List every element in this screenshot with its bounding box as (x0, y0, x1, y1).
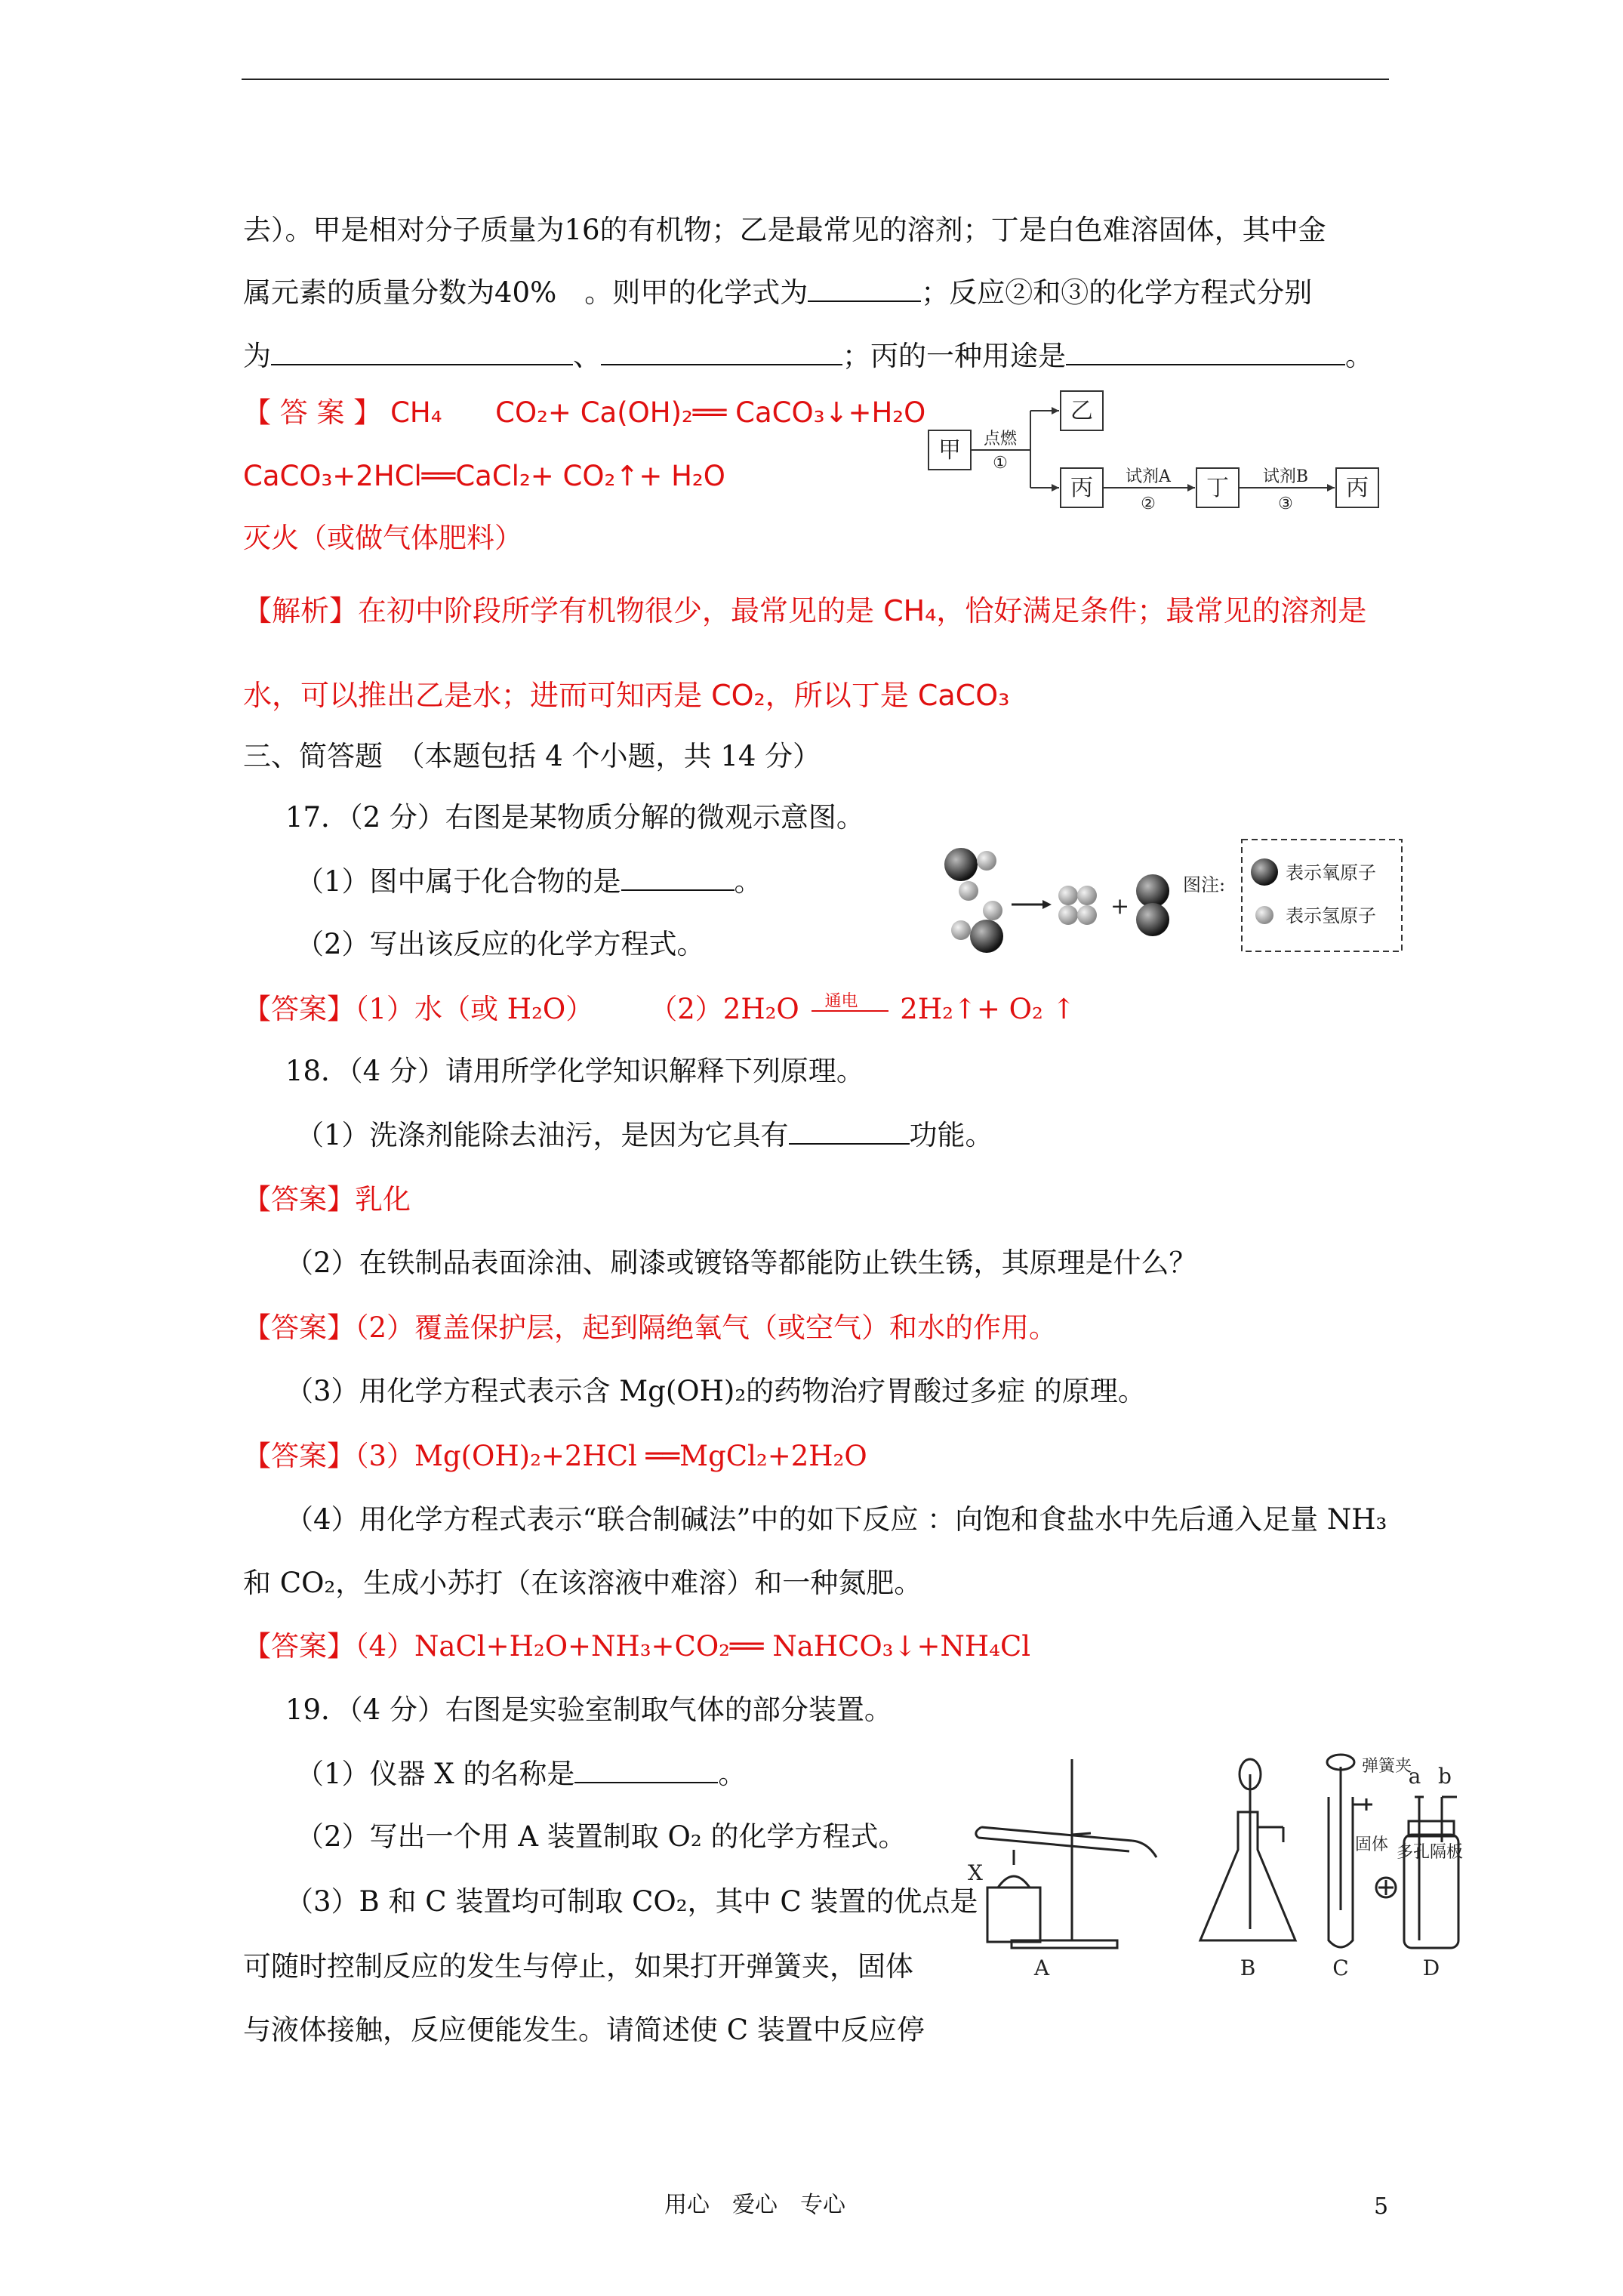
q17-part1: （1）图中属于化合物的是 。 (296, 862, 762, 901)
answer-blank[interactable] (789, 1116, 910, 1145)
label-apparatus-a: A (1033, 1955, 1050, 1978)
label-dianran: 点燃 (983, 430, 1018, 448)
hydrogen-atom (959, 881, 978, 901)
q18-stem: 18．（4 分）请用所学化学知识解释下列原理。 (285, 1055, 864, 1087)
q19-part3-line3: 与液体接触，反应便能发生。请简述使 C 装置中反应停 (243, 2014, 925, 2046)
section-heading: 三、简答题 （本题包括 4 个小题，共 14 分） (243, 740, 821, 772)
svg-text:+: + (1110, 893, 1130, 920)
q16-analysis-line2: 水，可以推出乙是水；进而可知丙是 CO₂，所以丁是 CaCO₃ (243, 679, 1010, 712)
hydrogen-atom (1058, 886, 1078, 905)
legend-title: 图注: (1183, 874, 1226, 895)
oxygen-atom (1136, 903, 1169, 936)
oxygen-legend-icon (1251, 858, 1278, 886)
label-apparatus-c: C (1332, 1955, 1349, 1978)
label-x: X (968, 1860, 983, 1885)
label-bing: 丙 (1070, 475, 1093, 501)
label-apparatus-b: B (1240, 1955, 1256, 1978)
condition-label: 通电 (824, 991, 858, 1011)
q16-answer-line2: CaCO₃+2HCl══CaCl₂+ CO₂↑+ H₂O (243, 460, 725, 492)
q17-stem: 17．（2 分）右图是某物质分解的微观示意图。 (285, 801, 864, 834)
answer-blank[interactable] (271, 337, 573, 365)
q16-answer-line1: 【 答 案 】 CH₄ CO₂+ Ca(OH)₂══ CaCO₃↓+H₂O (243, 396, 926, 429)
q18-part2: （2）在铁制品表面涂油、刷漆或镀铬等都能防止铁生锈，其原理是什么？ (285, 1247, 1197, 1279)
reaction-arrow (808, 991, 892, 1027)
q16-line3: 为 、 ；丙的一种用途是 。 (243, 337, 1373, 375)
q19-part3-line1: （3）B 和 C 装置均可制取 CO₂，其中 C 装置的优点是 (285, 1885, 978, 1918)
q19-stem: 19．（4 分）右图是实验室制取气体的部分装置。 (285, 1693, 892, 1726)
label-step2: ② (1141, 495, 1156, 513)
q17-answer: 【答案】（1）水（或 H₂O） （2）2H₂O 通电 2H₂↑+ O₂ ↑ (243, 991, 1076, 1028)
q17-part2: （2）写出该反应的化学方程式。 (296, 928, 705, 960)
label-reagent-b: 试剂B (1262, 467, 1309, 486)
q16-answer-line3: 灭火（或做气体肥料） (243, 522, 522, 554)
hydrogen-atom (1077, 886, 1097, 905)
molecule-diagram (932, 831, 1408, 955)
q18-part3: （3）用化学方程式表示含 Mg(OH)₂的药物治疗胃酸过多症 的原理。 (285, 1375, 1146, 1407)
q18-answer4: 【答案】（4）NaCl+H₂O+NH₃+CO₂══ NaHCO₃↓+NH₄Cl (243, 1630, 1031, 1663)
answer-blank[interactable] (574, 1755, 718, 1783)
oxygen-atom (944, 848, 978, 881)
page-number: 5 (1374, 2193, 1389, 2220)
label-step3: ③ (1278, 495, 1293, 513)
legend-box (1242, 840, 1402, 951)
oxygen-atom (970, 920, 1003, 953)
legend-hydrogen: 表示氢原子 (1286, 905, 1376, 926)
q16-line1: 去）。甲是相对分子质量为16的有机物；乙是最常见的溶剂；丁是白色难溶固体，其中金 (243, 214, 1326, 246)
q19-part1: （1）仪器 X 的名称是 。 (296, 1755, 746, 1793)
q19-part3-line2: 可随时控制反应的发生与停止，如果打开弹簧夹，固体 (243, 1950, 913, 1983)
answer-blank[interactable] (601, 337, 842, 365)
header-rule (242, 79, 1389, 80)
hydrogen-atom (1058, 905, 1078, 925)
arrow-icon (1042, 900, 1052, 909)
q18-part4-line2: 和 CO₂，生成小苏打（在该溶液中难溶）和一种氮肥。 (243, 1567, 922, 1599)
footer-motto: 用心 爱心 专心 (664, 2192, 845, 2218)
q18-part4-line1: （4）用化学方程式表示“联合制碱法”中的如下反应 ：向饱和食盐水中先后通入足量 NH₃ (285, 1503, 1387, 1536)
label-bing2: 丙 (1346, 475, 1369, 501)
q16-analysis-line1: 【解析】在初中阶段所学有机物很少，最常见的是 CH₄，恰好满足条件；最常见的溶剂是 (243, 594, 1367, 627)
label-port-b: b (1438, 1764, 1452, 1789)
q18-part1: （1）洗涤剂能除去油污，是因为它具有 功能。 (296, 1116, 993, 1154)
apparatus-figure (959, 1752, 1464, 1978)
legend-oxygen: 表示氧原子 (1286, 862, 1376, 883)
q18-answer3: 【答案】（3）Mg(OH)₂+2HCl ══MgCl₂+2H₂O (243, 1440, 867, 1472)
label-ding: 丁 (1206, 475, 1229, 501)
label-jia: 甲 (938, 437, 961, 464)
hydrogen-atom (977, 851, 996, 871)
answer-blank[interactable] (808, 273, 921, 302)
label-reagent-a: 试剂A (1126, 467, 1171, 486)
label-step1: ① (993, 454, 1008, 473)
label-port-a: a (1408, 1764, 1421, 1789)
reaction-flow-diagram (925, 385, 1385, 513)
q16-line2: 属元素的质量分数为40% 。则甲的化学式为 ；反应②和③的化学方程式分别 (243, 273, 1312, 312)
q19-part2: （2）写出一个用 A 装置制取 O₂ 的化学方程式。 (296, 1820, 907, 1853)
answer-blank[interactable] (1066, 337, 1345, 365)
hydrogen-legend-icon (1255, 906, 1273, 924)
hydrogen-atom (1077, 905, 1097, 925)
q18-answer1: 【答案】乳化 (243, 1183, 411, 1216)
q18-answer2: 【答案】（2）覆盖保护层，起到隔绝氧气（或空气）和水的作用。 (243, 1311, 1058, 1344)
label-porous-plate: 多孔隔板 (1397, 1843, 1464, 1862)
label-apparatus-d: D (1422, 1955, 1440, 1978)
answer-blank[interactable] (621, 862, 735, 891)
hydrogen-atom (951, 920, 971, 940)
label-solid: 固体 (1355, 1835, 1389, 1854)
label-spring-clip: 弹簧夹 (1362, 1757, 1412, 1776)
hydrogen-atom (983, 901, 1002, 920)
oxygen-atom (1136, 874, 1169, 908)
label-yi: 乙 (1070, 398, 1093, 424)
